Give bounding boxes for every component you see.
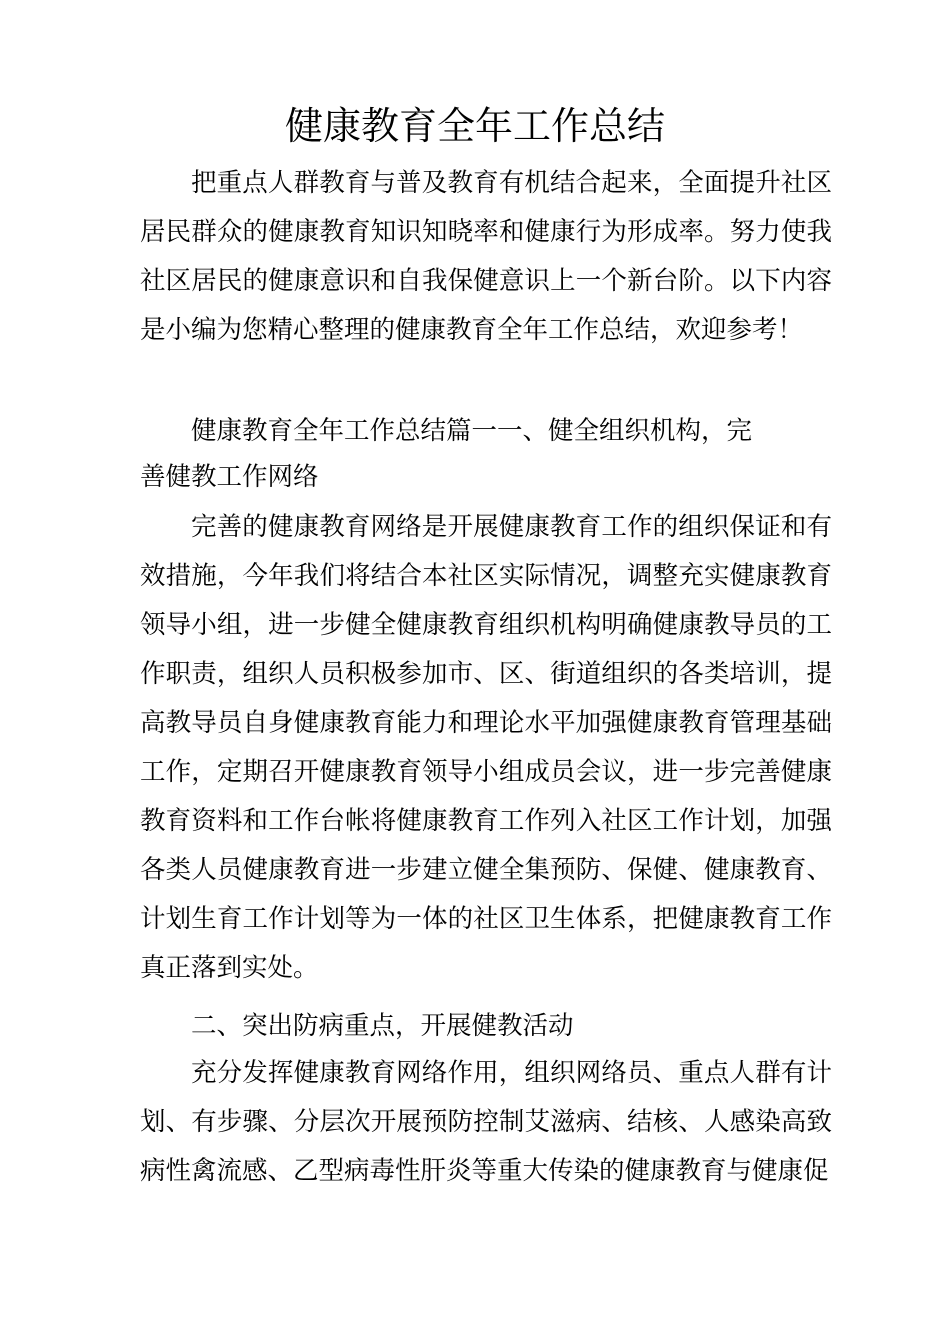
intro-section [140, 159, 832, 355]
section-one-heading [140, 408, 832, 500]
document-title: 健康教育全年工作总结 [284, 104, 665, 148]
section-two-body [140, 1049, 832, 1196]
section-one-heading-line1: 健康教育全年工作总结篇一一、健全组织机构，完 [191, 416, 753, 446]
section-one-paragraph: 完善的健康教育网络是开展健康教育工作的组织保证和有效措施，今年我们将结合本社区实际情况，调整充实健康教育领导小组，进一步健全健康教育组织机构明确健康教导员的工作职责，组织人员积极参加市、区、街道组织的各类培训，提高教导员自身健康教育能力和理论水平加强健康教育管理基础工作，定期召开健康教育领导小组成员会议，进一步完善健康教育资料和工作台帐将健康教育工作列入社区工作计划，加强各类人员健康教育进一步建立健全集预防、保健、健康教育、计划生育工作计划等为一体的社区卫生体系，把健康教育工作真正落到实处。 [140, 512, 832, 983]
section-two-heading-text: 二、突出防病重点，开展健教活动 [191, 1011, 574, 1041]
section-one-body [140, 503, 832, 993]
section-one-heading-text [140, 408, 832, 500]
section-two-paragraph: 充分发挥健康教育网络作用，组织网络员、重点人群有计划、有步骤、分层次开展预防控制艾滋病、结核、人感染高致病性禽流感、乙型病毒性肝炎等重大传染的健康教育与健康促 [140, 1058, 832, 1186]
section-two-heading [140, 1003, 832, 1049]
section-one-heading-line2: 善健教工作网络 [140, 462, 319, 492]
intro-paragraph: 把重点人群教育与普及教育有机结合起来，全面提升社区居民群众的健康教育知识知晓率和健康行为形成率。努力使我社区居民的健康意识和自我保健意识上一个新台阶。以下内容是小编为您精心整理的健康教育全年工作总结，欢迎参考！ [140, 168, 832, 345]
